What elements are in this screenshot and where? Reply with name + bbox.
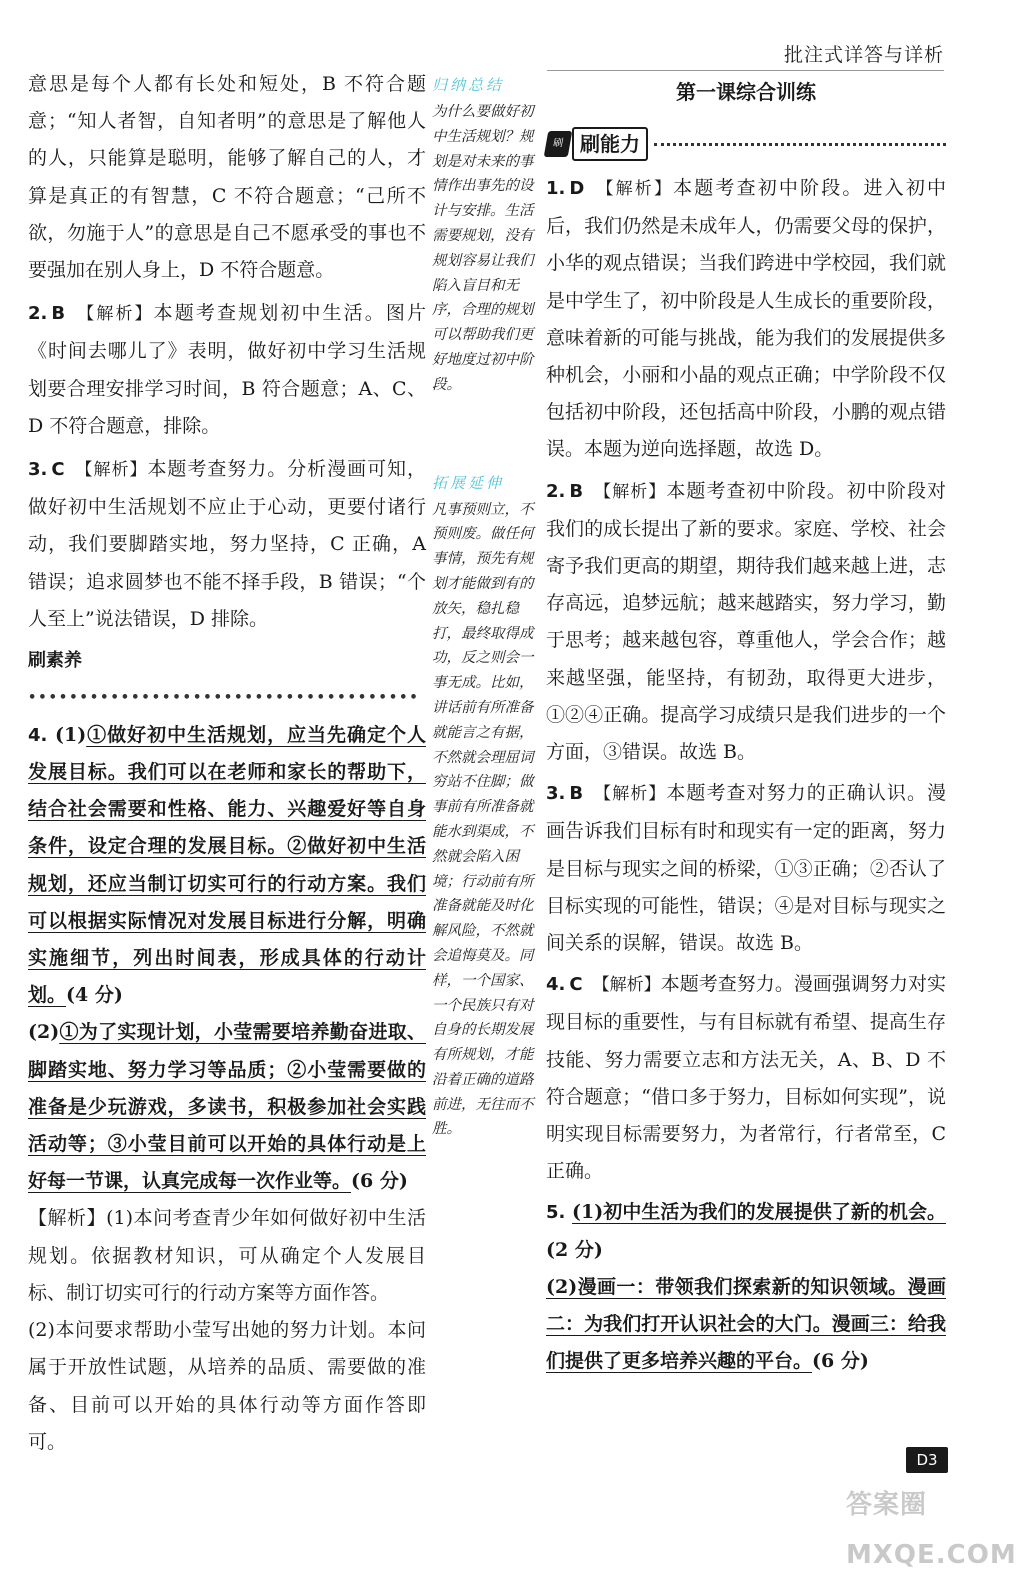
question-3: 3. C 【解析】本题考查努力。分析漫画可知，做好初中生活规划不应止于心动，更要付诸行动，我们要脚踏实地，努力坚持，C 正确，A 错误；追求圆梦也不能不择手段，B 错误；“个人至上”说法错误，D 排除。	[28, 458, 426, 630]
note-2-text: 凡事预则立，不预则废。做任何事情，预先有规划才能做到有的放矢，稳扎稳打，最终取得成功，反之则会一事无成。比如，讲话前有所准备就能言之有据，不然就会理屈词穷站不住脚；做事前有所准备就能水到渠成，不然就会陷入困境；行动前有所准备就能及时化解风险，不然就会追悔莫及。同样，一个国家、一个民族只有对自身的长期发展有所规划，才能沿着正确的道路前进，无往而不胜。	[432, 501, 534, 1138]
note-1-text: 为什么要做好初中生活规划？规划是对未来的事情作出事先的设计与安排。生活需要规划，没有规划容易让我们陷入盲目和无序，合理的规划可以帮助我们更好地度过初中阶段。	[432, 104, 534, 393]
watermark: 答案圈 MXQE.COM	[846, 1490, 1017, 1570]
note-1-title: 归纳总结	[432, 76, 505, 94]
right-question-1: 1. D 【解析】本题考查初中阶段。进入初中后，我们仍然是未成年人，仍需要父母的保护，小华的观点错误；当我们跨进中学校园，我们就是中学生了，初中阶段是人生成长的重要阶段，意味着新的可能与挑战，能为我们的发展提供多种机会，小丽和小晶的观点正确；中学阶段不仅包括初中阶段，还包括高中阶段，小鹏的观点错误。本题为逆向选择题，故选 D。	[546, 177, 946, 461]
left-column	[28, 66, 426, 1461]
question-4-part1: 4. (1)①做好初中生活规划，应当先确定个人发展目标。我们可以在老师和家长的帮助下，结合社会需要和性格、能力、兴趣爱好等自身条件，设定合理的发展目标。②做好初中生活规划，还应当制订切实可行的行动方案。我们可以根据实际情况对发展目标进行分解，明确实施细节，列出时间表，形成具体的行动计划。(4 分)	[28, 723, 426, 1007]
q1-continuation: 意思是每个人都有长处和短处，B 不符合题意；“知人者智，自知者明”的意思是了解他人的人，只能算是聪明，能够了解自己的人，才算是真正的有智慧，C 不符合题意；“己所不欲，勿施于人”的意思是自己不愿承受的事也不要强加在别人身上，D 不符合题意。	[28, 73, 426, 282]
section-dots	[654, 143, 946, 146]
note-2-title: 拓展延伸	[432, 473, 505, 492]
right-question-4: 4. C 【解析】本题考查努力。漫画强调努力对实现目标的重要性，与有目标就有希望、提高生存技能、努力需要立志和方法无关，A、B、D 不符合题意；“借口多于努力，目标如何实现”，说明实现目标需要努力，为者常行，行者常至，C 正确。	[546, 973, 946, 1183]
lesson-title: 第一课综合训练	[676, 80, 816, 104]
margin-notes	[432, 70, 534, 1142]
ability-section-header	[546, 124, 946, 164]
ability-badge: 刷能力	[572, 127, 648, 161]
right-question-5-part2: (2)漫画一：带领我们探索新的知识领域。漫画二：为我们打开认识社会的大门。漫画三：给我们提供了更多培养兴趣的平台。(6 分)	[546, 1275, 946, 1373]
right-column	[546, 70, 946, 1381]
question-2: 2. B 【解析】本题考查规划初中生活。图片《时间去哪儿了》表明，做好初中学习生活规划要合理安排学习时间，B 符合题意；A、C、D 不符合题意，排除。	[28, 302, 426, 437]
right-question-2: 2. B 【解析】本题考查初中阶段。初中阶段对我们的成长提出了新的要求。家庭、学校、社会寄予我们更高的期望，期待我们越来越上进，志存高远，追梦远航；越来越踏实，努力学习，勤于思考；越来越包容，尊重他人，学会合作；越来越坚强，能坚持，有韧劲，取得更大进步，①②④正确。提高学习成绩只是我们进步的一个方面，③错误。故选 B。	[546, 479, 946, 764]
page-number: D3	[906, 1447, 948, 1473]
right-question-5-part1: 5. (1)初中生活为我们的发展提供了新的机会。 (2 分)	[546, 1201, 947, 1261]
right-question-3: 3. B 【解析】本题考查对努力的正确认识。漫画告诉我们目标有时和现实有一定的距离，努力是目标与现实之间的桥梁，①③正确；②否认了目标实现的可能性，错误；④是对目标与现实之间关系的误解，错误。故选 B。	[546, 782, 946, 955]
question-4-analysis-2: (2)本问要求帮助小莹写出她的努力计划。本问属于开放性试题，从培养的品质、需要做的准备、目前可以开始的具体行动等方面作答即可。	[28, 1319, 426, 1453]
section-label-suyang: 刷素养••••••••••••••••••••••••••••••••••••••	[28, 650, 420, 706]
brush-icon: 刷	[544, 131, 573, 157]
header-title: 批注式详答与详析	[783, 44, 944, 66]
question-4-analysis-1: 【解析】(1)本问考查青少年如何做好初中生活规划。依据教材知识，可从确定个人发展目标、制订切实可行的行动方案等方面作答。	[28, 1207, 426, 1304]
question-4-part2: (2)①为了实现计划，小莹需要培养勤奋进取、脚踏实地、努力学习等品质；②小莹需要做的准备是少玩游戏，多读书，积极参加社会实践活动等；③小莹目前可以开始的具体行动是上好每一节课，认真完成每一次作业等。(6 分)	[28, 1021, 426, 1193]
